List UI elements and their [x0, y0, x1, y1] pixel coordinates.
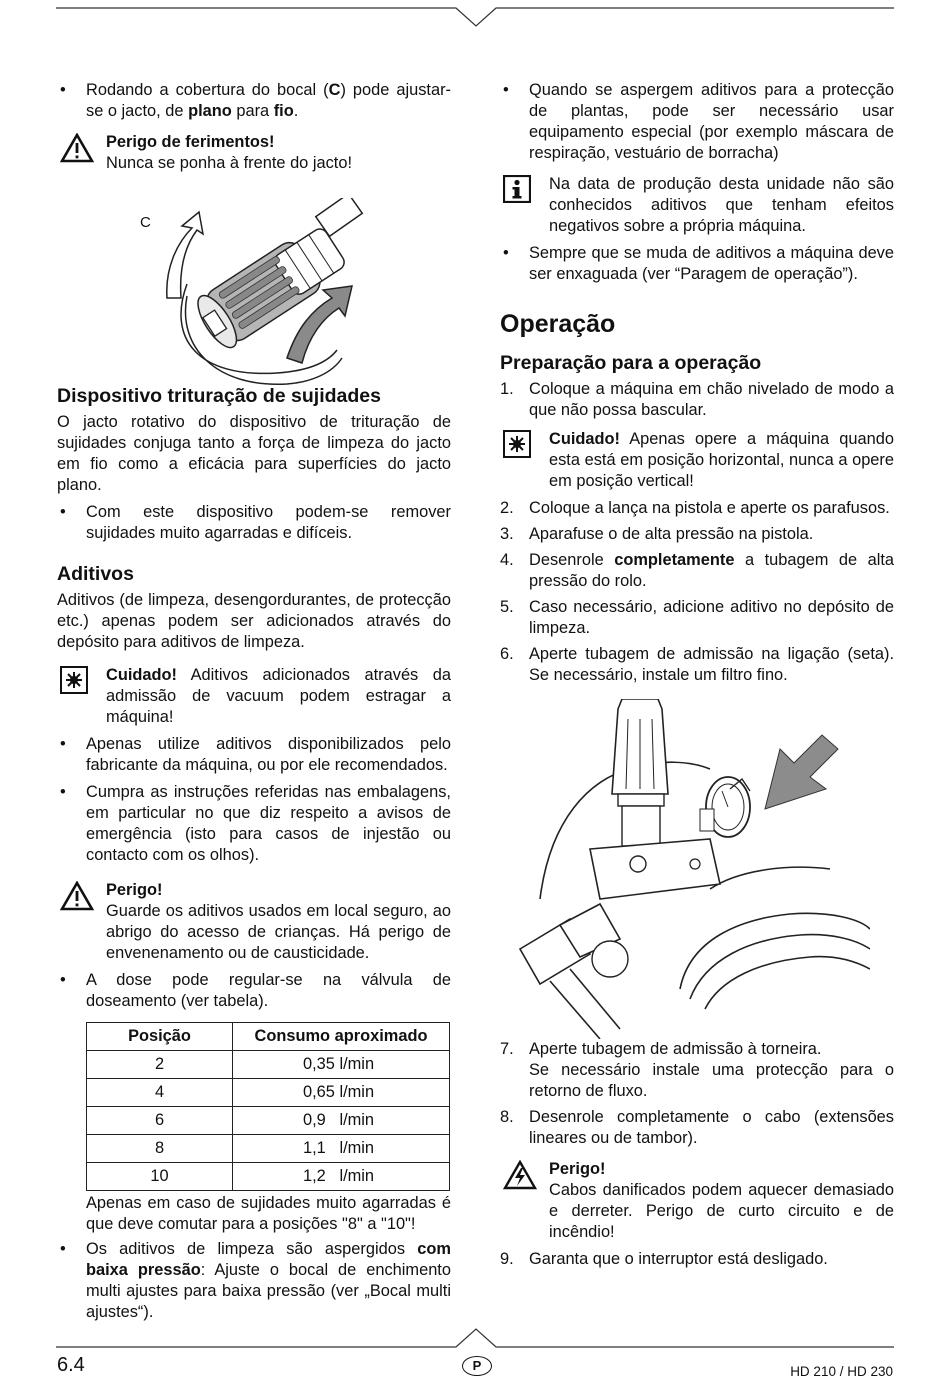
table-header: Consumo aproximado: [233, 1023, 450, 1051]
table-cell: 10: [87, 1163, 233, 1191]
right-column: [500, 80, 894, 1275]
caution-note: Cuidado! Aditivos adicionados através da admissão de vacuum podem estragar a máquina!: [57, 665, 451, 728]
table-row: [87, 1107, 450, 1135]
warning-note: Perigo de ferimentos! Nunca se ponha à frente do jacto!: [57, 132, 451, 174]
list-item: 5. Caso necessário, adicione aditivo no depósito de limpeza.: [500, 598, 894, 637]
table-row: [87, 1051, 450, 1079]
list-item: 6. Aperte tubagem de admissão na ligação (seta). Se necessário, instale um filtro fino.: [500, 645, 894, 684]
section-heading: Preparação para a operação: [500, 352, 762, 374]
language-badge: [462, 1356, 492, 1376]
list-item: 1. Coloque a máquina em chão nivelado de modo a que não possa bascular.: [500, 380, 894, 419]
table-row: [87, 1163, 450, 1191]
list-item: 2. Coloque a lança na pistola e aperte os parafusos.: [500, 499, 890, 517]
list-item: • Quando se aspergem aditivos para a protecção de plantas, pode ser necessário usar equipamento especial (por exemplo máscara de respiração, vestuário de borracha): [503, 81, 894, 162]
list-item: 7. Aperte tubagem de admissão à torneira. Se necessário instale uma protecção para o retorno de fluxo.: [500, 1040, 894, 1100]
list-item: • Cumpra as instruções referidas nas embalagens, em particular no que diz respeito a avisos de emergência (isto para casos de injestão ou contacto com os olhos).: [60, 783, 451, 864]
warning-note: Perigo! Guarde os aditivos usados em local seguro, ao abrigo do acesso de crianças. Há perigo de envenenamento ou de causticidade.: [57, 880, 451, 964]
info-icon: [503, 175, 531, 209]
info-note: Na data de produção desta unidade não são conhecidos aditivos que tenham efeitos negativos sobre a própria máquina.: [500, 174, 894, 237]
warning-triangle-icon: [60, 133, 94, 169]
list-item: 9. Garanta que o interruptor está desligado.: [500, 1250, 828, 1268]
language-badge-label: P: [472, 1358, 482, 1373]
list-item: • Os aditivos de limpeza são aspergidos com baixa pressão: Ajuste o bocal de enchimento multi ajustes para baixa pressão (ver „Bocal multi ajustes“).: [60, 1240, 451, 1321]
list-item: • Sempre que se muda de aditivos a máquina deve ser enxaguada (ver “Paragem de operação”).: [503, 244, 894, 283]
table-header: Posição: [87, 1023, 233, 1051]
table-cell: 1,1 l/min: [233, 1135, 450, 1163]
dosage-table: [86, 1022, 450, 1191]
table-row: [87, 1135, 450, 1163]
list-item: • Com este dispositivo podem-se remover sujidades muito agarradas e difíceis.: [60, 503, 451, 542]
list-item: • A dose pode regular-se na válvula de doseamento (ver tabela).: [60, 971, 451, 1010]
left-column: [57, 80, 451, 1327]
caution-note: Cuidado! Apenas opere a máquina quando esta está em posição horizontal, nunca a opere em posição vertical!: [500, 429, 894, 492]
electric-hazard-icon: [503, 1160, 537, 1196]
model-label: HD 210 / HD 230: [790, 1364, 893, 1379]
chapter-heading: Operação: [500, 310, 616, 338]
caution-icon: [60, 666, 88, 700]
table-cell: 8: [87, 1135, 233, 1163]
section-heading: Aditivos: [57, 563, 134, 585]
table-cell: 0,65 l/min: [233, 1079, 450, 1107]
section-heading: Dispositivo trituração de sujidades: [57, 385, 381, 407]
nozzle-figure: [57, 180, 451, 398]
table-cell: 6: [87, 1107, 233, 1135]
footer-rule: [0, 1325, 950, 1355]
header-rule: [0, 0, 950, 40]
table-cell: 4: [87, 1079, 233, 1107]
machine-figure: [500, 691, 894, 1039]
table-cell: 0,35 l/min: [233, 1051, 450, 1079]
table-header-row: [87, 1023, 450, 1051]
table-cell: 0,9 l/min: [233, 1107, 450, 1135]
paragraph: O jacto rotativo do dispositivo de trituração de sujidades conjuga tanto a força de limpeza do jacto em fio como a eficácia para superfícies do jacto plano.: [57, 413, 451, 494]
list-item: 3. Aparafuse o de alta pressão na pistola.: [500, 525, 814, 543]
list-item: • Apenas utilize aditivos disponibilizados pelo fabricante da máquina, ou por ele recomendados.: [60, 735, 451, 774]
page-number: 6.4: [57, 1354, 85, 1376]
list-item: 8. Desenrole completamente o cabo (extensões lineares ou de tambor).: [500, 1108, 894, 1147]
list-item: 4. Desenrole completamente a tubagem de alta pressão do rolo.: [500, 551, 895, 590]
paragraph: Apenas em caso de sujidades muito agarradas é que deve comutar para a posições "8" a "10"!: [86, 1194, 451, 1233]
electrical-warning-note: Perigo! Cabos danificados podem aquecer demasiado e derreter. Perigo de curto circuito e de incêndio!: [500, 1159, 894, 1243]
table-row: [87, 1079, 450, 1107]
caution-icon: [503, 430, 531, 464]
table-cell: 1,2 l/min: [233, 1163, 450, 1191]
warning-triangle-icon: [60, 881, 94, 917]
figure-label: C: [140, 214, 151, 231]
list-item: • Rodando a cobertura do bocal (C) pode ajustar-se o jacto, de plano para fio.: [60, 81, 451, 120]
paragraph: Aditivos (de limpeza, desengordurantes, de protecção etc.) apenas podem ser adicionados através do depósito para aditivos de limpeza.: [57, 591, 451, 651]
table-cell: 2: [87, 1051, 233, 1079]
